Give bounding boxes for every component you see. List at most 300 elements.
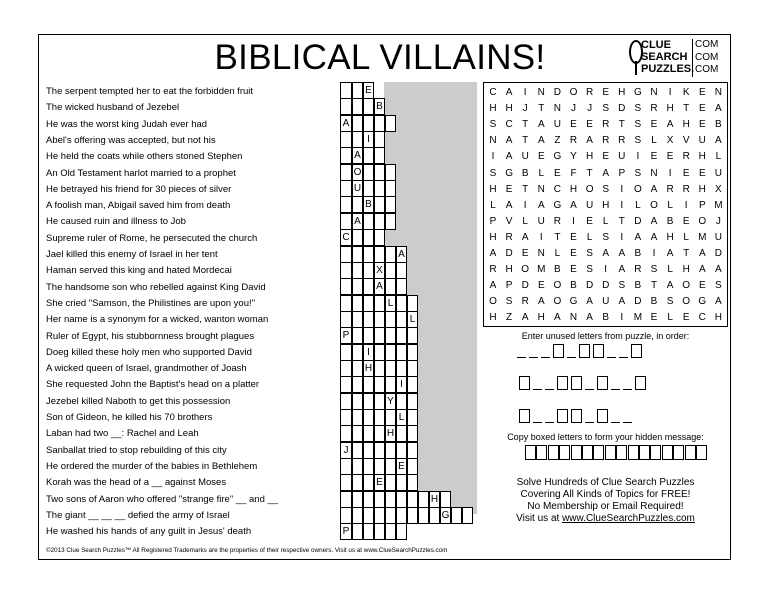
answer-cell[interactable] — [374, 229, 385, 246]
hidden-message-box[interactable] — [571, 445, 582, 460]
word-search-letter[interactable]: A — [586, 312, 593, 324]
answer-cell[interactable] — [340, 311, 352, 328]
answer-cell[interactable] — [385, 360, 396, 377]
word-search-letter[interactable]: E — [698, 119, 706, 131]
word-search-letter[interactable]: A — [650, 231, 658, 243]
word-search-letter[interactable]: E — [586, 119, 593, 131]
answer-cell[interactable] — [340, 164, 352, 181]
word-search-letter[interactable]: G — [569, 296, 578, 308]
answer-cell[interactable] — [352, 376, 363, 393]
answer-cell[interactable]: I — [396, 376, 407, 393]
answer-cell[interactable] — [385, 164, 396, 181]
answer-cell[interactable] — [363, 458, 374, 475]
answer-cell[interactable] — [385, 213, 396, 230]
word-search-letter[interactable]: E — [570, 119, 577, 131]
answer-cell[interactable] — [374, 425, 385, 442]
answer-cell[interactable]: A — [352, 147, 363, 164]
answer-cell[interactable] — [340, 213, 352, 230]
word-search-letter[interactable]: N — [537, 87, 545, 98]
word-search-letter[interactable]: P — [698, 199, 706, 211]
word-search-letter[interactable]: N — [714, 87, 722, 98]
word-search-letter[interactable]: A — [698, 248, 706, 259]
hidden-message-box[interactable] — [628, 445, 639, 460]
word-search-letter[interactable]: I — [523, 199, 527, 211]
word-search-letter[interactable]: S — [586, 248, 593, 259]
unused-letter-blank[interactable] — [623, 422, 632, 423]
answer-cell[interactable] — [374, 393, 385, 410]
word-search-letter[interactable]: G — [505, 167, 513, 179]
hidden-message-box[interactable] — [685, 445, 696, 460]
unused-letter-box[interactable] — [557, 376, 568, 390]
word-search-letter[interactable]: O — [682, 280, 691, 292]
word-search-letter[interactable]: H — [489, 312, 497, 324]
answer-cell[interactable] — [396, 523, 407, 540]
word-search-letter[interactable]: Y — [570, 151, 577, 163]
answer-cell[interactable] — [352, 491, 363, 508]
word-search-letter[interactable]: R — [602, 135, 610, 147]
word-search-letter[interactable]: I — [620, 312, 624, 324]
word-search-letter[interactable]: J — [715, 215, 721, 227]
word-search-letter[interactable]: T — [650, 280, 658, 292]
word-search-letter[interactable]: H — [682, 264, 690, 276]
word-search-letter[interactable]: R — [489, 264, 497, 276]
answer-cell[interactable] — [385, 409, 396, 426]
word-search-letter[interactable]: L — [667, 264, 673, 276]
unused-letter-box[interactable] — [635, 376, 646, 390]
word-search-letter[interactable]: O — [489, 296, 497, 308]
word-search-letter[interactable]: O — [521, 264, 530, 276]
word-search-letter[interactable]: R — [505, 231, 513, 243]
word-search-letter[interactable]: B — [521, 167, 529, 179]
word-search-letter[interactable]: N — [537, 248, 545, 259]
word-search-letter[interactable]: B — [634, 280, 642, 292]
word-search-letter[interactable]: H — [666, 103, 674, 115]
word-search-letter[interactable]: L — [554, 248, 561, 259]
unused-letter-box[interactable] — [597, 409, 608, 423]
word-search-letter[interactable]: S — [650, 264, 658, 276]
answer-cell[interactable]: E — [363, 82, 374, 99]
word-search-letter[interactable]: Z — [554, 135, 561, 147]
word-search-letter[interactable]: T — [683, 103, 690, 115]
answer-cell[interactable] — [396, 327, 407, 344]
answer-cell[interactable] — [363, 311, 374, 328]
word-search-letter[interactable]: D — [714, 248, 722, 259]
word-search-letter[interactable]: L — [715, 151, 722, 163]
word-search-letter[interactable]: D — [505, 248, 513, 259]
hidden-message-box[interactable] — [696, 445, 707, 460]
answer-cell[interactable]: P — [340, 327, 352, 344]
word-search-letter[interactable]: S — [715, 280, 722, 292]
answer-cell[interactable] — [363, 491, 374, 508]
word-search-letter[interactable]: G — [698, 296, 707, 308]
word-search-letter[interactable]: P — [505, 280, 513, 292]
answer-cell[interactable] — [396, 344, 407, 361]
answer-cell[interactable] — [374, 458, 385, 475]
answer-cell[interactable] — [385, 442, 396, 459]
answer-cell[interactable] — [352, 442, 363, 459]
word-search-letter[interactable]: C — [553, 183, 561, 195]
answer-cell[interactable] — [407, 393, 418, 410]
word-search-letter[interactable]: E — [698, 87, 706, 98]
answer-cell[interactable]: U — [352, 180, 363, 197]
answer-cell[interactable] — [352, 474, 363, 491]
answer-cell[interactable] — [396, 507, 407, 524]
word-search-letter[interactable]: R — [585, 87, 594, 98]
word-search-letter[interactable]: B — [570, 280, 577, 292]
word-search-letter[interactable]: M — [633, 312, 643, 324]
answer-cell[interactable]: A — [340, 115, 352, 132]
unused-letter-box[interactable] — [597, 376, 608, 390]
word-search-letter[interactable]: K — [682, 87, 690, 98]
word-search-letter[interactable]: C — [505, 119, 513, 131]
word-search-letter[interactable]: E — [650, 151, 658, 163]
unused-letter-box[interactable] — [593, 344, 604, 358]
word-search-letter[interactable]: D — [521, 280, 529, 292]
answer-cell[interactable] — [352, 196, 363, 213]
answer-cell[interactable]: E — [374, 474, 385, 491]
word-search-letter[interactable]: X — [715, 183, 722, 195]
answer-cell[interactable]: C — [340, 229, 352, 246]
answer-cell[interactable]: L — [385, 295, 396, 312]
word-search-letter[interactable]: A — [570, 199, 577, 211]
answer-cell[interactable]: B — [363, 196, 374, 213]
word-search-letter[interactable]: D — [634, 215, 642, 227]
word-search-letter[interactable]: S — [505, 296, 513, 308]
unused-letter-box[interactable] — [571, 376, 582, 390]
word-search-letter[interactable]: X — [666, 135, 674, 147]
answer-cell[interactable]: J — [340, 442, 352, 459]
answer-cell[interactable] — [363, 278, 374, 295]
unused-letter-blank[interactable] — [585, 389, 594, 390]
word-search-letter[interactable]: L — [522, 215, 528, 227]
word-search-letter[interactable]: M — [698, 231, 707, 243]
word-search-letter[interactable]: S — [618, 280, 626, 292]
word-search-letter[interactable]: A — [586, 135, 593, 147]
word-search-letter[interactable]: H — [714, 312, 722, 324]
word-search-letter[interactable]: B — [650, 296, 658, 308]
answer-cell[interactable] — [396, 491, 407, 508]
answer-cell[interactable]: P — [340, 523, 352, 540]
word-search-letter[interactable]: A — [666, 248, 674, 259]
answer-cell[interactable] — [374, 147, 385, 164]
answer-cell[interactable] — [374, 196, 385, 213]
answer-cell[interactable] — [385, 458, 396, 475]
word-search-letter[interactable]: E — [570, 264, 577, 276]
word-search-letter[interactable]: L — [667, 312, 673, 324]
word-search-letter[interactable]: I — [684, 199, 688, 211]
answer-cell[interactable] — [340, 360, 352, 377]
word-search-letter[interactable]: I — [604, 264, 608, 276]
answer-cell[interactable] — [340, 196, 352, 213]
word-search-letter[interactable]: R — [618, 135, 626, 147]
answer-cell[interactable] — [352, 295, 363, 312]
word-search-letter[interactable]: A — [505, 151, 513, 163]
answer-cell[interactable] — [407, 458, 418, 475]
word-search-letter[interactable]: A — [715, 103, 722, 115]
word-search-letter[interactable]: U — [537, 215, 545, 227]
unused-letter-box[interactable] — [579, 344, 590, 358]
word-search-letter[interactable]: C — [489, 87, 497, 98]
answer-cell[interactable] — [385, 246, 396, 263]
answer-cell[interactable] — [407, 474, 418, 491]
answer-cell[interactable] — [352, 229, 363, 246]
word-search-letter[interactable]: S — [634, 103, 642, 115]
answer-cell[interactable] — [385, 311, 396, 328]
answer-cell[interactable] — [385, 491, 396, 508]
answer-cell[interactable] — [385, 327, 396, 344]
answer-cell[interactable] — [396, 442, 407, 459]
word-search-letter[interactable]: S — [602, 183, 610, 195]
website-link[interactable]: www.ClueSearchPuzzles.com — [562, 513, 695, 524]
answer-cell[interactable]: E — [396, 458, 407, 475]
answer-cell[interactable] — [363, 442, 374, 459]
answer-cell[interactable] — [363, 115, 374, 132]
answer-cell[interactable] — [363, 262, 374, 279]
word-search-letter[interactable]: A — [505, 199, 513, 211]
word-search-letter[interactable]: U — [618, 151, 626, 163]
hidden-message-box[interactable] — [593, 445, 604, 460]
answer-cell[interactable]: A — [352, 213, 363, 230]
word-search-letter[interactable]: E — [570, 231, 577, 243]
answer-cell[interactable] — [352, 360, 363, 377]
unused-letter-blank[interactable] — [517, 357, 526, 358]
word-search-letter[interactable]: I — [620, 183, 624, 195]
answer-cell[interactable] — [407, 376, 418, 393]
word-search-letter[interactable]: P — [618, 167, 626, 179]
word-search-letter[interactable]: A — [505, 135, 513, 147]
word-search-letter[interactable]: E — [602, 151, 610, 163]
answer-cell[interactable] — [363, 295, 374, 312]
word-search-letter[interactable]: H — [666, 231, 674, 243]
answer-cell[interactable] — [429, 507, 440, 524]
answer-cell[interactable] — [352, 262, 363, 279]
word-search-letter[interactable]: A — [634, 231, 642, 243]
answer-cell[interactable] — [340, 425, 352, 442]
answer-cell[interactable] — [352, 98, 363, 115]
clue-search-logo[interactable] — [625, 38, 728, 78]
word-search-letter[interactable]: T — [522, 135, 529, 147]
answer-cell[interactable] — [407, 425, 418, 442]
word-search-letter[interactable]: E — [698, 167, 706, 179]
word-search-letter[interactable]: O — [698, 215, 707, 227]
word-search-letter[interactable]: T — [586, 167, 593, 179]
unused-letter-blank[interactable] — [619, 357, 628, 358]
answer-cell[interactable] — [363, 98, 374, 115]
word-search-letter[interactable]: L — [651, 135, 657, 147]
word-search-letter[interactable]: R — [682, 183, 690, 195]
answer-cell[interactable] — [374, 295, 385, 312]
answer-cell[interactable] — [352, 425, 363, 442]
unused-letter-blank[interactable] — [533, 389, 542, 390]
answer-cell[interactable] — [340, 98, 352, 115]
answer-cell[interactable] — [340, 458, 352, 475]
answer-cell[interactable] — [340, 131, 352, 148]
answer-cell[interactable] — [352, 82, 363, 99]
hidden-message-box[interactable] — [548, 445, 559, 460]
word-search-letter[interactable]: T — [618, 119, 625, 131]
answer-cell[interactable] — [363, 425, 374, 442]
word-search-letter[interactable]: L — [667, 199, 673, 211]
answer-cell[interactable] — [396, 278, 407, 295]
word-search-letter[interactable]: H — [505, 103, 513, 115]
word-search-letter[interactable]: E — [698, 103, 706, 115]
word-search-letter[interactable]: E — [570, 248, 577, 259]
answer-cell[interactable] — [374, 246, 385, 263]
word-search-letter[interactable]: J — [571, 103, 576, 115]
answer-cell[interactable] — [385, 523, 396, 540]
answer-cell[interactable]: A — [374, 278, 385, 295]
word-search-letter[interactable]: T — [538, 103, 545, 115]
answer-cell[interactable] — [374, 360, 385, 377]
word-search-letter[interactable]: N — [650, 87, 658, 98]
hidden-message-box[interactable] — [639, 445, 650, 460]
word-search-letter[interactable]: R — [682, 151, 690, 163]
word-search-letter[interactable]: B — [554, 264, 561, 276]
answer-cell[interactable] — [374, 180, 385, 197]
word-search-letter[interactable]: E — [650, 119, 658, 131]
unused-letter-blank[interactable] — [529, 357, 538, 358]
answer-cell[interactable] — [374, 523, 385, 540]
word-search-letter[interactable]: R — [666, 183, 674, 195]
word-search-letter[interactable]: U — [698, 135, 706, 147]
answer-cell[interactable] — [374, 409, 385, 426]
word-search-letter[interactable]: N — [569, 312, 578, 324]
word-search-letter[interactable]: E — [586, 215, 593, 227]
word-search-letter[interactable]: A — [618, 248, 626, 259]
answer-cell[interactable] — [363, 393, 374, 410]
word-search-letter[interactable]: A — [537, 119, 545, 131]
word-search-letter[interactable]: A — [618, 264, 626, 276]
word-search-letter[interactable]: R — [553, 215, 561, 227]
answer-cell[interactable]: H — [385, 425, 396, 442]
word-search-letter[interactable]: I — [523, 87, 527, 98]
unused-letter-box[interactable] — [519, 376, 530, 390]
answer-cell[interactable] — [418, 491, 429, 508]
answer-cell[interactable] — [340, 262, 352, 279]
word-search-letter[interactable]: H — [489, 231, 497, 243]
word-search-letter[interactable]: H — [602, 199, 610, 211]
answer-cell[interactable]: B — [374, 98, 385, 115]
word-search-letter[interactable]: A — [489, 280, 497, 292]
answer-cell[interactable] — [374, 327, 385, 344]
word-search-letter[interactable]: I — [491, 151, 495, 163]
answer-cell[interactable]: O — [352, 164, 363, 181]
word-search-letter[interactable]: D — [602, 280, 610, 292]
answer-cell[interactable] — [340, 180, 352, 197]
word-search-letter[interactable]: I — [636, 151, 640, 163]
word-search-letter[interactable]: A — [650, 183, 658, 195]
answer-cell[interactable]: I — [363, 131, 374, 148]
unused-letter-blank[interactable] — [567, 357, 576, 358]
unused-letter-box[interactable] — [519, 409, 530, 423]
word-search-letter[interactable]: A — [715, 135, 722, 147]
word-search-letter[interactable]: J — [522, 103, 528, 115]
answer-cell[interactable] — [352, 246, 363, 263]
word-search-letter[interactable]: A — [537, 296, 545, 308]
answer-cell[interactable] — [418, 507, 429, 524]
word-search-letter[interactable]: D — [634, 296, 642, 308]
word-search-letter[interactable]: U — [553, 119, 561, 131]
unused-letter-blank[interactable] — [623, 389, 632, 390]
answer-cell[interactable] — [462, 507, 473, 524]
word-search-letter[interactable]: I — [652, 248, 656, 259]
word-search-letter[interactable]: G — [634, 87, 642, 98]
answer-cell[interactable] — [352, 523, 363, 540]
word-search-letter[interactable]: L — [635, 199, 641, 211]
word-search-letter[interactable]: S — [666, 296, 674, 308]
answer-cell[interactable] — [374, 442, 385, 459]
answer-cell[interactable] — [385, 115, 396, 132]
word-search-letter[interactable]: D — [553, 87, 561, 98]
answer-cell[interactable] — [352, 344, 363, 361]
word-search-letter[interactable]: F — [570, 167, 577, 179]
hidden-message-box[interactable] — [559, 445, 570, 460]
word-search-letter[interactable]: S — [489, 119, 497, 131]
word-search-letter[interactable]: O — [585, 183, 594, 195]
answer-cell[interactable] — [407, 491, 418, 508]
answer-cell[interactable] — [385, 507, 396, 524]
word-search-letter[interactable]: M — [537, 264, 546, 276]
word-search-letter[interactable]: E — [698, 280, 706, 292]
answer-cell[interactable] — [396, 393, 407, 410]
word-search-letter[interactable]: G — [553, 199, 562, 211]
word-search-letter[interactable]: J — [587, 103, 593, 115]
hidden-message-box[interactable] — [525, 445, 536, 460]
word-search-letter[interactable]: A — [666, 119, 674, 131]
answer-cell[interactable] — [352, 131, 363, 148]
word-search-letter[interactable]: S — [602, 103, 610, 115]
answer-cell[interactable] — [340, 409, 352, 426]
word-search-letter[interactable]: S — [634, 135, 642, 147]
word-search-letter[interactable]: T — [554, 231, 561, 243]
word-search-letter[interactable]: Z — [506, 312, 513, 324]
answer-cell[interactable] — [340, 507, 352, 524]
unused-letter-blank[interactable] — [533, 422, 542, 423]
word-search-letter[interactable]: R — [634, 264, 642, 276]
answer-cell[interactable]: Y — [385, 393, 396, 410]
word-search-letter[interactable]: T — [618, 215, 625, 227]
word-search-letter[interactable]: S — [602, 231, 610, 243]
answer-cell[interactable] — [352, 393, 363, 410]
word-search-letter[interactable]: C — [698, 312, 706, 324]
answer-cell[interactable] — [451, 507, 462, 524]
word-search-letter[interactable]: A — [602, 167, 610, 179]
word-search-letter[interactable]: H — [537, 312, 545, 324]
word-search-letter[interactable]: L — [490, 199, 496, 211]
word-search-letter[interactable]: I — [668, 167, 672, 179]
word-search-letter[interactable]: O — [650, 199, 658, 211]
answer-cell[interactable] — [363, 147, 374, 164]
answer-cell[interactable] — [374, 115, 385, 132]
unused-letter-box[interactable] — [571, 409, 582, 423]
answer-cell[interactable] — [363, 507, 374, 524]
word-search-letter[interactable]: E — [505, 183, 513, 195]
answer-cell[interactable] — [352, 311, 363, 328]
word-search-letter[interactable]: I — [668, 87, 672, 98]
answer-cell[interactable] — [385, 196, 396, 213]
word-search-letter[interactable]: V — [682, 135, 690, 147]
word-search-letter[interactable]: A — [489, 248, 497, 259]
hidden-message-box[interactable] — [616, 445, 627, 460]
answer-cell[interactable] — [374, 507, 385, 524]
word-search-letter[interactable]: B — [634, 248, 642, 259]
answer-cell[interactable] — [396, 425, 407, 442]
answer-cell[interactable] — [385, 344, 396, 361]
word-search-letter[interactable]: A — [650, 215, 658, 227]
unused-letter-blank[interactable] — [541, 357, 550, 358]
word-search-letter[interactable]: I — [620, 231, 624, 243]
word-search-letter[interactable]: U — [602, 296, 610, 308]
